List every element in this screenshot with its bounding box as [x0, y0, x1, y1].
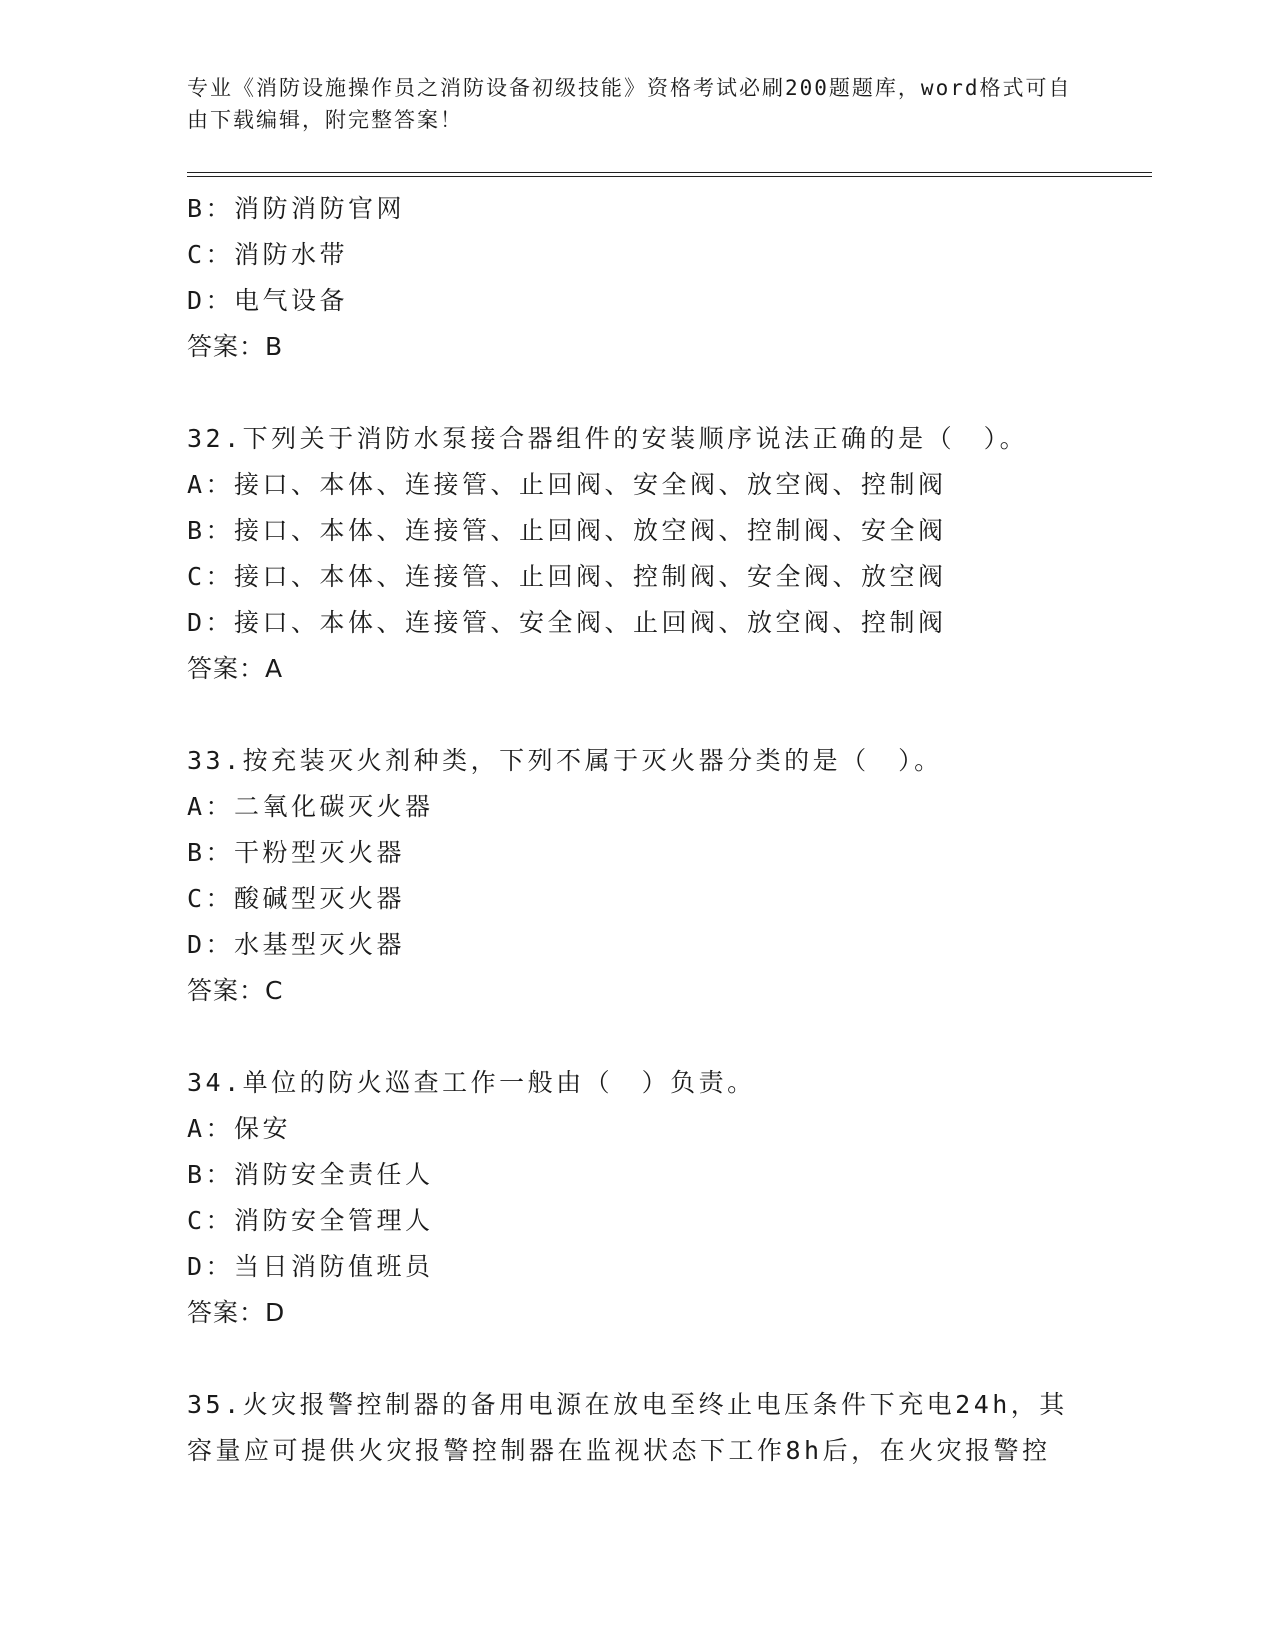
spacer: [187, 370, 1087, 416]
option-line: B：消防安全责任人: [187, 1160, 434, 1189]
option-line: D：接口、本体、连接管、安全阀、止回阀、放空阀、控制阀: [187, 608, 947, 637]
question-stem: 32.下列关于消防水泵接合器组件的安装顺序说法正确的是（ ）。: [187, 424, 1029, 453]
question-stem: 34.单位的防火巡查工作一般由（ ）负责。: [187, 1068, 756, 1097]
spacer: [187, 1014, 1087, 1060]
question-block-34: [187, 1060, 1087, 1336]
question-block-33: [187, 738, 1087, 1014]
spacer: [187, 1336, 1087, 1382]
option-line: A：二氧化碳灭火器: [187, 792, 434, 821]
option-line: D：水基型灭火器: [187, 930, 406, 959]
question-block-32: [187, 416, 1087, 692]
question-block-31: [187, 186, 1087, 370]
option-line: B：接口、本体、连接管、止回阀、放空阀、控制阀、安全阀: [187, 516, 947, 545]
header-divider-bottom: [187, 176, 1152, 177]
answer-line: 答案：B: [187, 332, 284, 361]
option-line: C：酸碱型灭火器: [187, 884, 406, 913]
option-line: A：保安: [187, 1114, 292, 1143]
option-line: D：当日消防值班员: [187, 1252, 434, 1281]
header-divider-top: [187, 172, 1152, 173]
answer-line: 答案：D: [187, 1298, 286, 1327]
option-line: D：电气设备: [187, 286, 349, 315]
option-line: A：接口、本体、连接管、止回阀、安全阀、放空阀、控制阀: [187, 470, 947, 499]
option-line: C：消防水带: [187, 240, 349, 269]
answer-line: 答案：C: [187, 976, 284, 1005]
question-block-35: [187, 1382, 1087, 1474]
header-title: 专业《消防设施操作员之消防设备初级技能》资格考试必刷200题题库，word格式可自由下载编辑，附完整答案！: [187, 76, 1072, 132]
question-stem: 33.按充装灭火剂种类，下列不属于灭火器分类的是（ ）。: [187, 746, 943, 775]
document-header: [187, 72, 1077, 136]
option-line: B：干粉型灭火器: [187, 838, 406, 867]
question-stem: 35.火灾报警控制器的备用电源在放电至终止电压条件下充电24h，其容量应可提供火灾报警控制器在监视状态下工作8h后，在火灾报警控: [187, 1390, 1068, 1465]
option-line: C：接口、本体、连接管、止回阀、控制阀、安全阀、放空阀: [187, 562, 947, 591]
option-line: C：消防安全管理人: [187, 1206, 434, 1235]
option-line: B：消防消防官网: [187, 194, 406, 223]
spacer: [187, 692, 1087, 738]
question-list: [187, 186, 1087, 1474]
answer-line: 答案：A: [187, 654, 284, 683]
